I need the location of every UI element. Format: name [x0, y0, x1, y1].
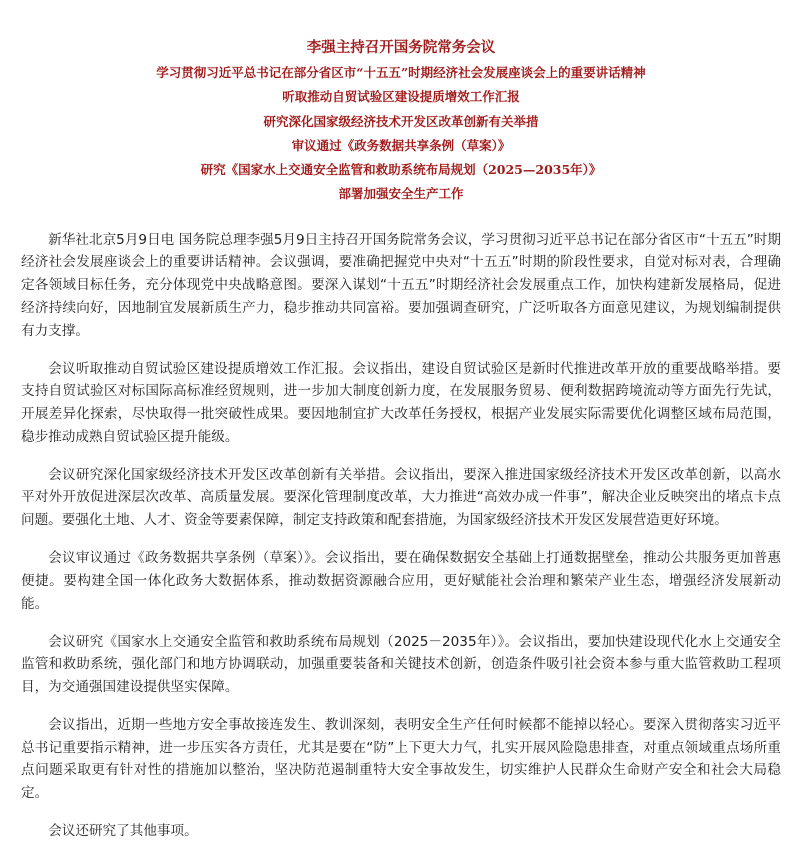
article-body: [21, 229, 781, 843]
paragraph-work-safety: 会议指出，近期一些地方安全事故接连发生、教训深刻，表明安全生产任何时候都不能掉以轻心。要深入贯彻落实习近平总书记重要指示精神，进一步压实各方责任，尤其是要在“防”上下更大力气，扎实开展风险隐患排查，对重点领域重点场所重点问题采取更有针对性的措施加以整治，坚决防范遏制重特大安全事故发生，切实维护人民群众生命财产安全和社会大局稳定。: [21, 716, 781, 802]
subtitle-water-transport-plan: 研究《国家水上交通安全监管和救助系统布局规划（2025—2035年）》: [200, 162, 602, 178]
subtitle-study-speech: 学习贯彻习近平总书记在部分省区市“十五五”时期经济社会发展座谈会上的重要讲话精神: [156, 65, 646, 80]
paragraph-water-transport: 会议研究《国家水上交通安全监管和救助系统布局规划（2025－2035年）》。会议指出，要加快建设现代化水上交通安全监管和救助系统，强化部门和地方协调联动，加强重要装备和关键技术创新，创造条件吸引社会资本参与重大监管救助工程项目，为交通强国建设提供坚实保障。: [21, 633, 781, 695]
paragraph-lead: 新华社北京5月9日电 国务院总理李强5月9日主持召开国务院常务会议，学习贯彻习近平总书记在部分省区市“十五五”时期经济社会发展座谈会上的重要讲话精神。会议强调，要准确把握党中央对“十五五”时期的阶段性要求，自觉对标对表，合理确定各领域目标任务，充分体现党中央战略意图。要深入谋划“十五五”时期经济社会发展重点工作，加快构建新发展格局，促进经济持续向好，因地制宜发展新质生产力，稳步推动共同富裕。要加强调查研究，广泛听取各方面意见建议，为规划编制提供有力支撑。: [21, 231, 781, 339]
subtitle-work-safety: 部署加强安全生产工作: [338, 186, 464, 202]
paragraph-free-trade-zone: 会议听取推动自贸试验区建设提质增效工作汇报。会议指出，建设自贸试验区是新时代推进改革开放的重要战略举措。要支持自贸试验区对标国际高标准经贸规则，进一步加大制度创新力度，在发展服务贸易、便利数据跨境流动等方面先行先试，开展差异化探索，尽快取得一批突破性成果。要因地制宜扩大改革任务授权，根据产业发展实际需要优化调整区域布局范围，稳步推动成熟自贸试验区提升能级。: [21, 360, 781, 445]
subtitle-development-zone: 研究深化国家级经济技术开发区改革创新有关举措: [263, 113, 539, 129]
paragraph-data-sharing: 会议审议通过《政务数据共享条例（草案）》。会议指出，要在确保数据安全基础上打通数据壁垒，推动公共服务更加普惠便捷。要构建全国一体化政务大数据体系，推动数据资源融合应用，更好赋能社会治理和繁荣产业生态，增强经济发展新动能。: [21, 550, 781, 612]
headline-block: [21, 0, 781, 207]
subtitle-free-trade-zone: 听取推动自贸试验区建设提质增效工作汇报: [282, 89, 520, 105]
article-title: 李强主持召开国务院常务会议: [306, 40, 496, 56]
subtitle-data-sharing-regulation: 审议通过《政务数据共享条例（草案）》: [291, 137, 511, 153]
paragraph-development-zone: 会议研究深化国家级经济技术开发区改革创新有关举措。会议指出，要深入推进国家级经济技术开发区改革创新，以高水平对外开放促进深层次改革、高质量发展。要深化管理制度改革，大力推进“高效办成一件事”，解决企业反映突出的堵点卡点问题。要强化土地、人才、资金等要素保障，制定支持政策和配套措施，为国家级经济技术开发区发展营造更好环境。: [21, 466, 781, 529]
paragraph-other-matters: 会议还研究了其他事项。: [48, 823, 198, 840]
